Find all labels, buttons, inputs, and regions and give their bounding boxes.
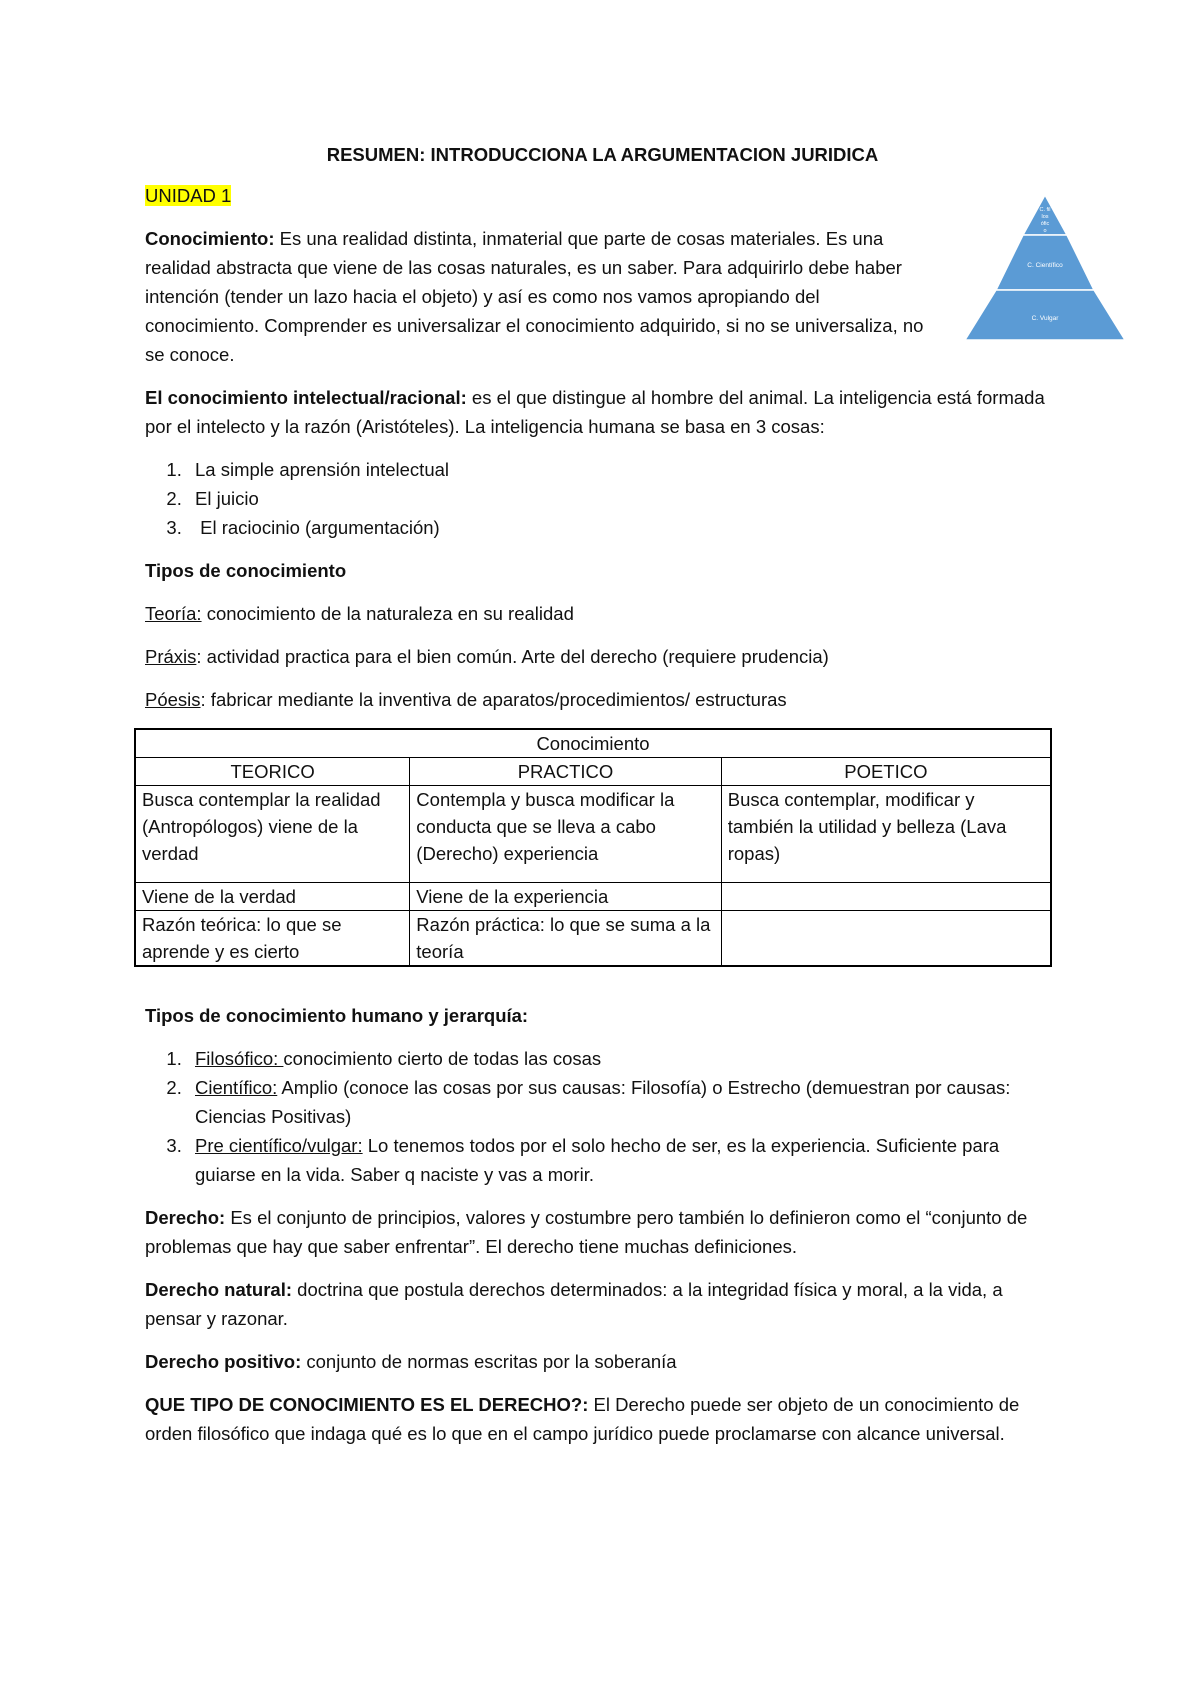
table-caption: Conocimiento bbox=[135, 729, 1051, 758]
column-header: PRACTICO bbox=[410, 758, 721, 786]
list-item bbox=[187, 1044, 1060, 1073]
paragraph-derecho-natural bbox=[145, 1275, 1060, 1333]
unit-label: UNIDAD 1 bbox=[145, 185, 232, 206]
table-cell: Contempla y busca modificar la conducta que se lleva a cabo (Derecho) experiencia bbox=[410, 786, 721, 883]
jerarquia-list bbox=[145, 1044, 1060, 1189]
paragraph-intelectual bbox=[145, 383, 1060, 441]
cientifico-text: Amplio (conoce las cosas por sus causas: Filosofía) o Estrecho (demuestran por causas: Ciencias Positivas) bbox=[195, 1077, 1011, 1127]
table-cell: Busca contemplar, modificar y también la utilidad y belleza (Lava ropas) bbox=[721, 786, 1051, 883]
document-body bbox=[142, 140, 1060, 1462]
term-vulgar: Pre científico/vulgar: bbox=[195, 1135, 363, 1156]
derecho-positivo-text: conjunto de normas escritas por la soberanía bbox=[301, 1351, 677, 1372]
term-derecho-positivo: Derecho positivo: bbox=[145, 1351, 302, 1372]
term-derecho-natural: Derecho natural: bbox=[145, 1279, 293, 1300]
term-filosofico: Filosófico: bbox=[195, 1048, 284, 1069]
term-poesis: Póesis bbox=[145, 689, 201, 710]
conocimiento-text: Es una realidad distinta, inmaterial que parte de cosas materiales. Es una realidad abstracta que viene de las cosas naturales, es un saber. Para adquirirlo debe haber intención (tender un lazo hacia el objeto) y así es como nos vamos apropiando del conocimiento. Comprender es universalizar el conocimiento adquirido, si no se universaliza, no se conoce. bbox=[145, 228, 924, 365]
pyramid-bottom-label: C. Vulgar bbox=[1031, 315, 1059, 322]
paragraph-conocimiento bbox=[145, 224, 925, 369]
section-heading-jerarquia bbox=[145, 1001, 1060, 1030]
paragraph-derecho-positivo bbox=[145, 1347, 1060, 1376]
table-cell: Razón práctica: lo que se suma a la teoría bbox=[410, 911, 721, 967]
term-que-tipo: QUE TIPO DE CONOCIMIENTO ES EL DERECHO?: bbox=[145, 1394, 589, 1415]
paragraph-teoria bbox=[145, 599, 1060, 628]
knowledge-table bbox=[134, 728, 1052, 967]
column-header: POETICO bbox=[721, 758, 1051, 786]
vulgar-text: Lo tenemos todos por el solo hecho de ser, es la experiencia. Suficiente para guiarse en la vida. Saber q naciste y vas a morir. bbox=[195, 1135, 1000, 1185]
tipos-title: Tipos de conocimiento bbox=[145, 560, 347, 581]
table-header-row bbox=[135, 758, 1051, 786]
pyramid-top-label: C. fil los ófic o bbox=[1039, 207, 1051, 234]
list-item: 3. El raciocinio (argumentación) bbox=[187, 513, 1060, 542]
paragraph-derecho bbox=[145, 1203, 1060, 1261]
paragraph-praxis bbox=[145, 642, 1060, 671]
paragraph-poesis bbox=[145, 685, 1060, 714]
table-row bbox=[135, 911, 1051, 967]
term-intelectual: El conocimiento intelectual/racional: bbox=[145, 387, 467, 408]
term-teoria: Teoría: bbox=[145, 603, 202, 624]
derecho-text: Es el conjunto de principios, valores y costumbre pero también lo definieron como el “conjunto de problemas que hay que saber enfrentar”. El derecho tiene muchas definiciones. bbox=[145, 1207, 1028, 1257]
derecho-natural-text: doctrina que postula derechos determinados: a la integridad física y moral, a la vida, a pensar y razonar. bbox=[145, 1279, 1003, 1329]
list-item bbox=[187, 1073, 1060, 1131]
term-conocimiento: Conocimiento: bbox=[145, 228, 275, 249]
table-cell: Razón teórica: lo que se aprende y es cierto bbox=[135, 911, 410, 967]
teoria-text: conocimiento de la naturaleza en su realidad bbox=[201, 603, 574, 624]
que-tipo-text: El Derecho puede ser objeto de un conocimiento de orden filosófico que indaga qué es lo que en el campo jurídico puede proclamarse con alcance universal. bbox=[145, 1394, 1020, 1444]
term-derecho: Derecho: bbox=[145, 1207, 226, 1228]
table-cell: Viene de la verdad bbox=[135, 883, 410, 911]
poesis-text: : fabricar mediante la inventiva de aparatos/procedimientos/ estructuras bbox=[200, 689, 787, 710]
table-caption-row bbox=[135, 729, 1051, 758]
table-cell bbox=[721, 883, 1051, 911]
table-row bbox=[135, 786, 1051, 883]
table-cell bbox=[721, 911, 1051, 967]
filosofico-text: conocimiento cierto de todas las cosas bbox=[283, 1048, 602, 1069]
paragraph-que-tipo bbox=[145, 1390, 1060, 1448]
jerarquia-title: Tipos de conocimiento humano y jerarquía: bbox=[145, 1005, 529, 1026]
list-item: 1. La simple aprensión intelectual bbox=[187, 455, 1060, 484]
intelectual-text: es el que distingue al hombre del animal. La inteligencia está formada por el intelecto y la razón (Aristóteles). La inteligencia humana se basa en 3 cosas: bbox=[145, 387, 1045, 437]
praxis-text: : actividad practica para el bien común. Arte del derecho (requiere prudencia) bbox=[196, 646, 829, 667]
pyramid-middle-label: C. Científico bbox=[1027, 262, 1063, 269]
list-item: 2. El juicio bbox=[187, 484, 1060, 513]
document-title: RESUMEN: INTRODUCCIONA LA ARGUMENTACION JURIDICA bbox=[326, 144, 879, 165]
term-cientifico: Científico: bbox=[195, 1077, 278, 1098]
section-heading-tipos bbox=[145, 556, 1060, 585]
table-row bbox=[135, 883, 1051, 911]
list-item bbox=[187, 1131, 1060, 1189]
table-cell: Busca contemplar la realidad (Antropólogos) viene de la verdad bbox=[135, 786, 410, 883]
column-header: TEORICO bbox=[135, 758, 410, 786]
unit-heading bbox=[145, 181, 1060, 210]
table-cell: Viene de la experiencia bbox=[410, 883, 721, 911]
bases-list bbox=[145, 455, 1060, 542]
term-praxis: Práxis bbox=[145, 646, 197, 667]
